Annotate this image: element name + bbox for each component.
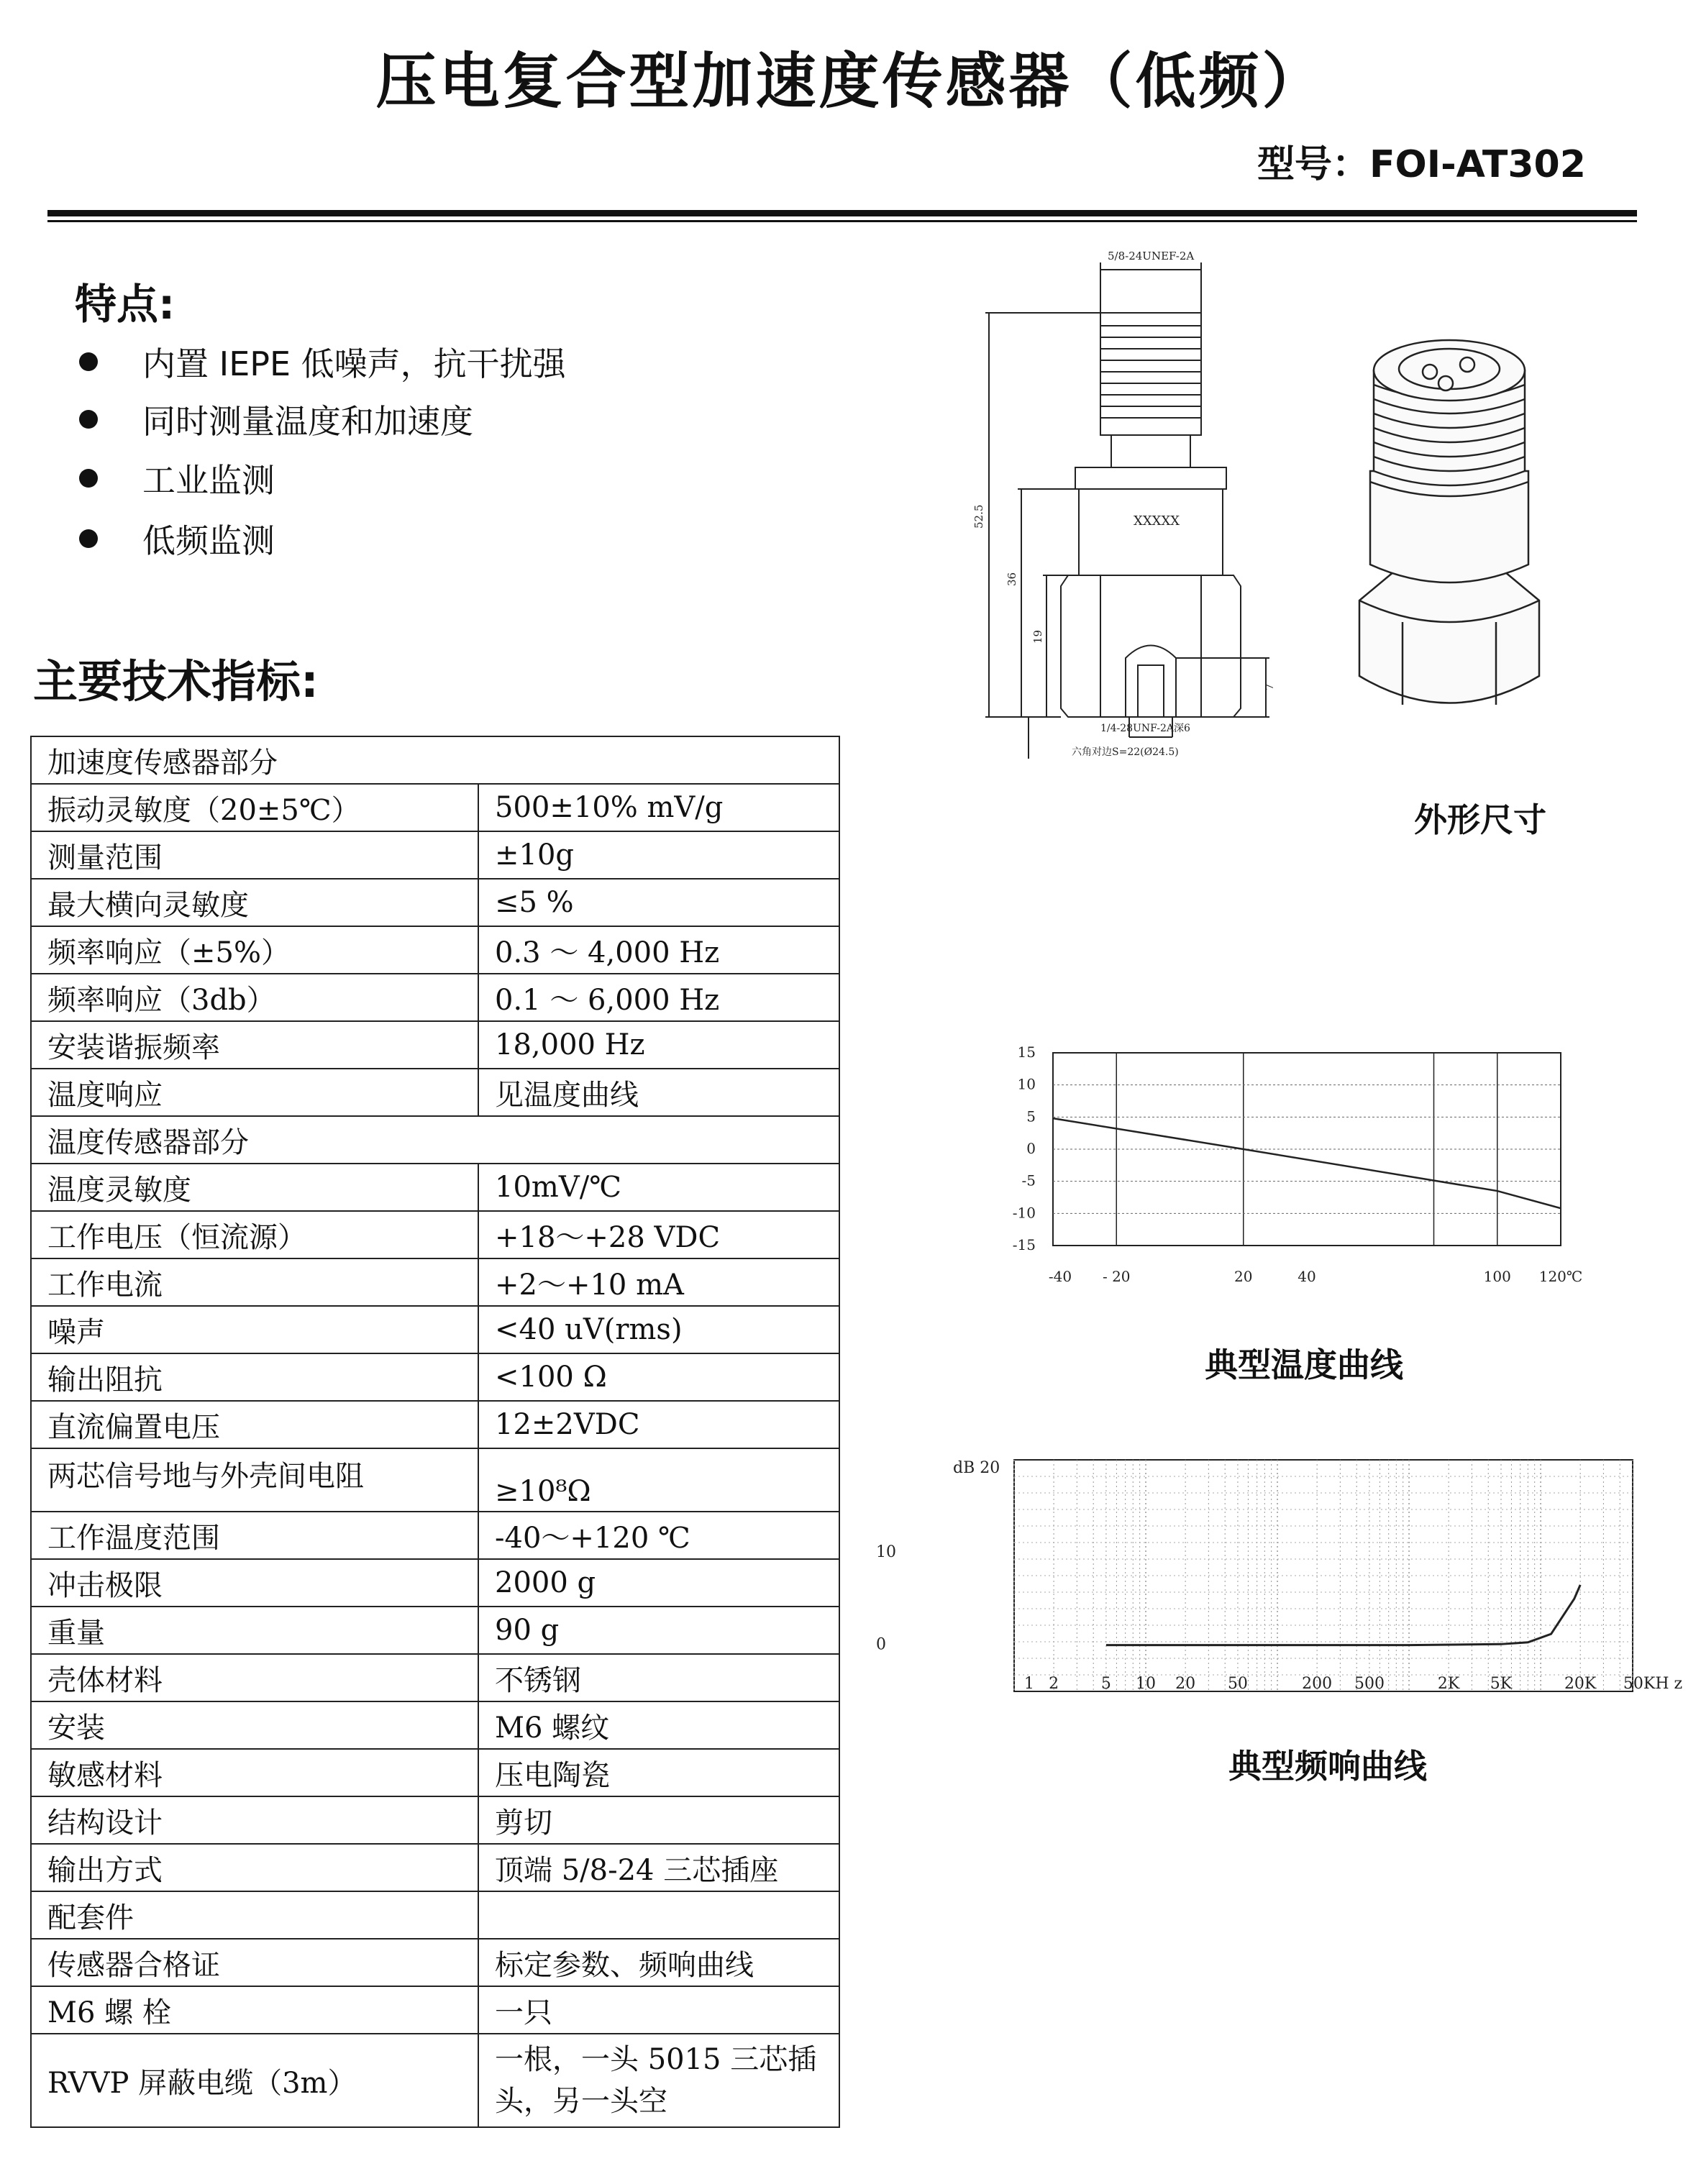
spec-name: RVVP 屏蔽电缆（3m） (31, 2034, 478, 2127)
spec-value: 压电陶瓷 (478, 1749, 839, 1796)
spec-value: -40～+120 ℃ (478, 1512, 839, 1559)
freq-x-tick-label: 20 (1175, 1675, 1196, 1693)
spec-name: 安装 (31, 1701, 478, 1749)
spec-value: 不锈钢 (478, 1654, 839, 1701)
spec-name: 噪声 (31, 1306, 478, 1353)
freq-x-tick-label: 1 (1023, 1675, 1034, 1693)
spec-value: 2000 g (478, 1559, 839, 1607)
spec-value: 一根，一头 5015 三芯插头，另一头空 (478, 2034, 839, 2127)
spec-row (31, 1559, 839, 1607)
spec-row (31, 1353, 839, 1401)
spec-value: 500±10% mV/g (478, 784, 839, 831)
marking-label: XXXXX (1134, 513, 1180, 529)
dim-total-label: 52.5 (972, 504, 985, 529)
temp-x-tick-label: -40 (1048, 1268, 1072, 1285)
spec-name: 配套件 (31, 1891, 478, 1939)
temp-y-tick-label: -15 (1012, 1236, 1036, 1253)
spec-value (478, 1891, 839, 1939)
thread-top-label: 5/8-24UNEF-2A (1108, 250, 1195, 262)
spec-row (31, 1021, 839, 1069)
spec-name: 频率响应（±5%） (31, 926, 478, 974)
temp-x-tick-label: - 20 (1102, 1268, 1131, 1285)
spec-value: <100 Ω (478, 1353, 839, 1401)
spec-row (31, 974, 839, 1021)
spec-row (31, 1401, 839, 1448)
spec-value: 剪切 (478, 1796, 839, 1844)
spec-row (31, 1986, 839, 2034)
spec-value: 0.3 ～ 4,000 Hz (478, 926, 839, 974)
spec-row (31, 1512, 839, 1559)
spec-row (31, 784, 839, 831)
temp-y-tick-label: -5 (1021, 1171, 1036, 1189)
temp-y-tick-label: 5 (1026, 1107, 1036, 1125)
spec-name: 工作电压（恒流源） (31, 1211, 478, 1258)
spec-value: ≥10⁸Ω (478, 1448, 839, 1512)
spec-value: 见温度曲线 (478, 1069, 839, 1116)
frequency-series-line (1106, 1585, 1580, 1645)
spec-name: 输出阻抗 (31, 1353, 478, 1401)
spec-value: 顶端 5/8-24 三芯插座 (478, 1844, 839, 1891)
spec-name: 直流偏置电压 (31, 1401, 478, 1448)
spec-row (31, 1306, 839, 1353)
temp-x-tick-label: 120℃ (1538, 1268, 1583, 1285)
spec-name: 壳体材料 (31, 1654, 478, 1701)
temp-y-tick-label: 10 (1017, 1075, 1036, 1093)
freq-x-tick-label: 10 (1136, 1675, 1157, 1693)
spec-name: 工作电流 (31, 1258, 478, 1306)
spec-value: 0.1 ～ 6,000 Hz (478, 974, 839, 1021)
temp-x-tick-label: 100 (1483, 1268, 1511, 1285)
feature-item: 低频监测 (79, 515, 275, 562)
spec-section-accel (31, 736, 839, 784)
spec-row (31, 1796, 839, 1844)
spec-name: 加速度传感器部分 (31, 736, 839, 784)
temperature-chart-title: 典型温度曲线 (1205, 1345, 1403, 1384)
spec-row (31, 1164, 839, 1211)
frequency-chart-title: 典型频响曲线 (1228, 1747, 1427, 1786)
temp-x-tick-label: 20 (1234, 1268, 1253, 1285)
spec-value: <40 uV(rms) (478, 1306, 839, 1353)
temp-x-tick-label: 40 (1298, 1268, 1316, 1285)
spec-row (31, 2034, 839, 2127)
spec-value: 12±2VDC (478, 1401, 839, 1448)
features-heading: 特点: (75, 280, 175, 329)
thread-bottom-label: 1/4-28UNF-2A深6 (1100, 723, 1190, 734)
spec-row (31, 1654, 839, 1701)
spec-name: 最大横向灵敏度 (31, 879, 478, 926)
spec-row (31, 1939, 839, 1986)
spec-name: 振动灵敏度（20±5℃） (31, 784, 478, 831)
spec-name: 冲击极限 (31, 1559, 478, 1607)
dim-hex-label: 19 (1031, 629, 1044, 644)
spec-value: 一只 (478, 1986, 839, 2034)
spec-name: 传感器合格证 (31, 1939, 478, 1986)
spec-row (31, 1701, 839, 1749)
model-number: 型号：FOI-AT302 (1257, 143, 1586, 186)
sensor-3d-view (1338, 327, 1561, 759)
spec-name: 安装谐振频率 (31, 1021, 478, 1069)
temp-y-tick-label: 15 (1017, 1043, 1036, 1061)
freq-x-tick-label: 50KH z (1623, 1675, 1683, 1693)
temperature-chart (993, 1036, 1582, 1309)
spec-row (31, 1211, 839, 1258)
freq-x-tick-label: 500 (1354, 1675, 1385, 1693)
spec-row (31, 1749, 839, 1796)
freq-x-tick-label: 2K (1437, 1675, 1460, 1693)
specs-heading: 主要技术指标: (33, 655, 319, 708)
freq-x-tick-label: 200 (1302, 1675, 1333, 1693)
spec-name: 结构设计 (31, 1796, 478, 1844)
freq-x-tick-label: 5K (1490, 1675, 1513, 1693)
spec-name: 频率响应（3db） (31, 974, 478, 1021)
header-rule-thin (47, 220, 1637, 222)
bullet-icon (79, 410, 98, 429)
spec-table (30, 736, 840, 2128)
spec-value: 90 g (478, 1607, 839, 1654)
freq-y-tick-label: 0 (876, 1635, 886, 1654)
spec-value: +2～+10 mA (478, 1258, 839, 1306)
spec-name: 两芯信号地与外壳间电阻 (31, 1448, 478, 1512)
spec-name: M6 螺 栓 (31, 1986, 478, 2034)
spec-row (31, 1069, 839, 1116)
drawing-caption: 外形尺寸 (1414, 800, 1546, 839)
dim-body-label: 36 (1005, 572, 1018, 586)
spec-name: 温度响应 (31, 1069, 478, 1116)
spec-value: 10mV/℃ (478, 1164, 839, 1211)
spec-value: M6 螺纹 (478, 1701, 839, 1749)
spec-name: 重量 (31, 1607, 478, 1654)
bullet-icon (79, 469, 98, 488)
spec-value: ±10g (478, 831, 839, 879)
spec-row (31, 879, 839, 926)
spec-value: +18～+28 VDC (478, 1211, 839, 1258)
page-title: 压电复合型加速度传感器（低频） (375, 46, 1326, 116)
freq-y-axis-label: dB 20 (953, 1459, 1000, 1477)
spec-value: 标定参数、频响曲线 (478, 1939, 839, 1986)
spec-row (31, 1258, 839, 1306)
temperature-series-line (1053, 1118, 1561, 1208)
spec-name: 温度传感器部分 (31, 1116, 839, 1164)
frequency-response-chart (856, 1445, 1683, 1697)
header-rule-thick (47, 210, 1637, 216)
spec-section-temp (31, 1116, 839, 1164)
spec-name: 工作温度范围 (31, 1512, 478, 1559)
spec-value: 18,000 Hz (478, 1021, 839, 1069)
spec-name: 敏感材料 (31, 1749, 478, 1796)
dimension-drawing (964, 241, 1309, 777)
feature-item: 工业监测 (79, 454, 275, 502)
spec-row (31, 1607, 839, 1654)
dim-stud-label: 7 (1263, 683, 1276, 690)
freq-x-tick-label: 5 (1100, 1675, 1111, 1693)
spec-name: 测量范围 (31, 831, 478, 879)
freq-x-tick-label: 50 (1227, 1675, 1248, 1693)
temp-y-tick-label: 0 (1026, 1140, 1036, 1157)
spec-row (31, 1891, 839, 1939)
spec-row (31, 1844, 839, 1891)
feature-item: 同时测量温度和加速度 (79, 396, 473, 443)
bullet-icon (79, 352, 98, 371)
feature-item: 内置 IEPE 低噪声，抗干扰强 (79, 338, 566, 385)
spec-value: ≤5 % (478, 879, 839, 926)
freq-x-tick-label: 20K (1564, 1675, 1597, 1693)
hex-note-label: 六角对边S=22(Ø24.5) (1072, 746, 1179, 758)
spec-row (31, 926, 839, 974)
temp-y-tick-label: -10 (1012, 1204, 1036, 1222)
freq-x-tick-label: 2 (1049, 1675, 1059, 1693)
bullet-icon (79, 529, 98, 548)
spec-row (31, 1448, 839, 1512)
freq-y-tick-label: 10 (876, 1543, 896, 1561)
spec-name: 输出方式 (31, 1844, 478, 1891)
spec-row (31, 831, 839, 879)
spec-name: 温度灵敏度 (31, 1164, 478, 1211)
